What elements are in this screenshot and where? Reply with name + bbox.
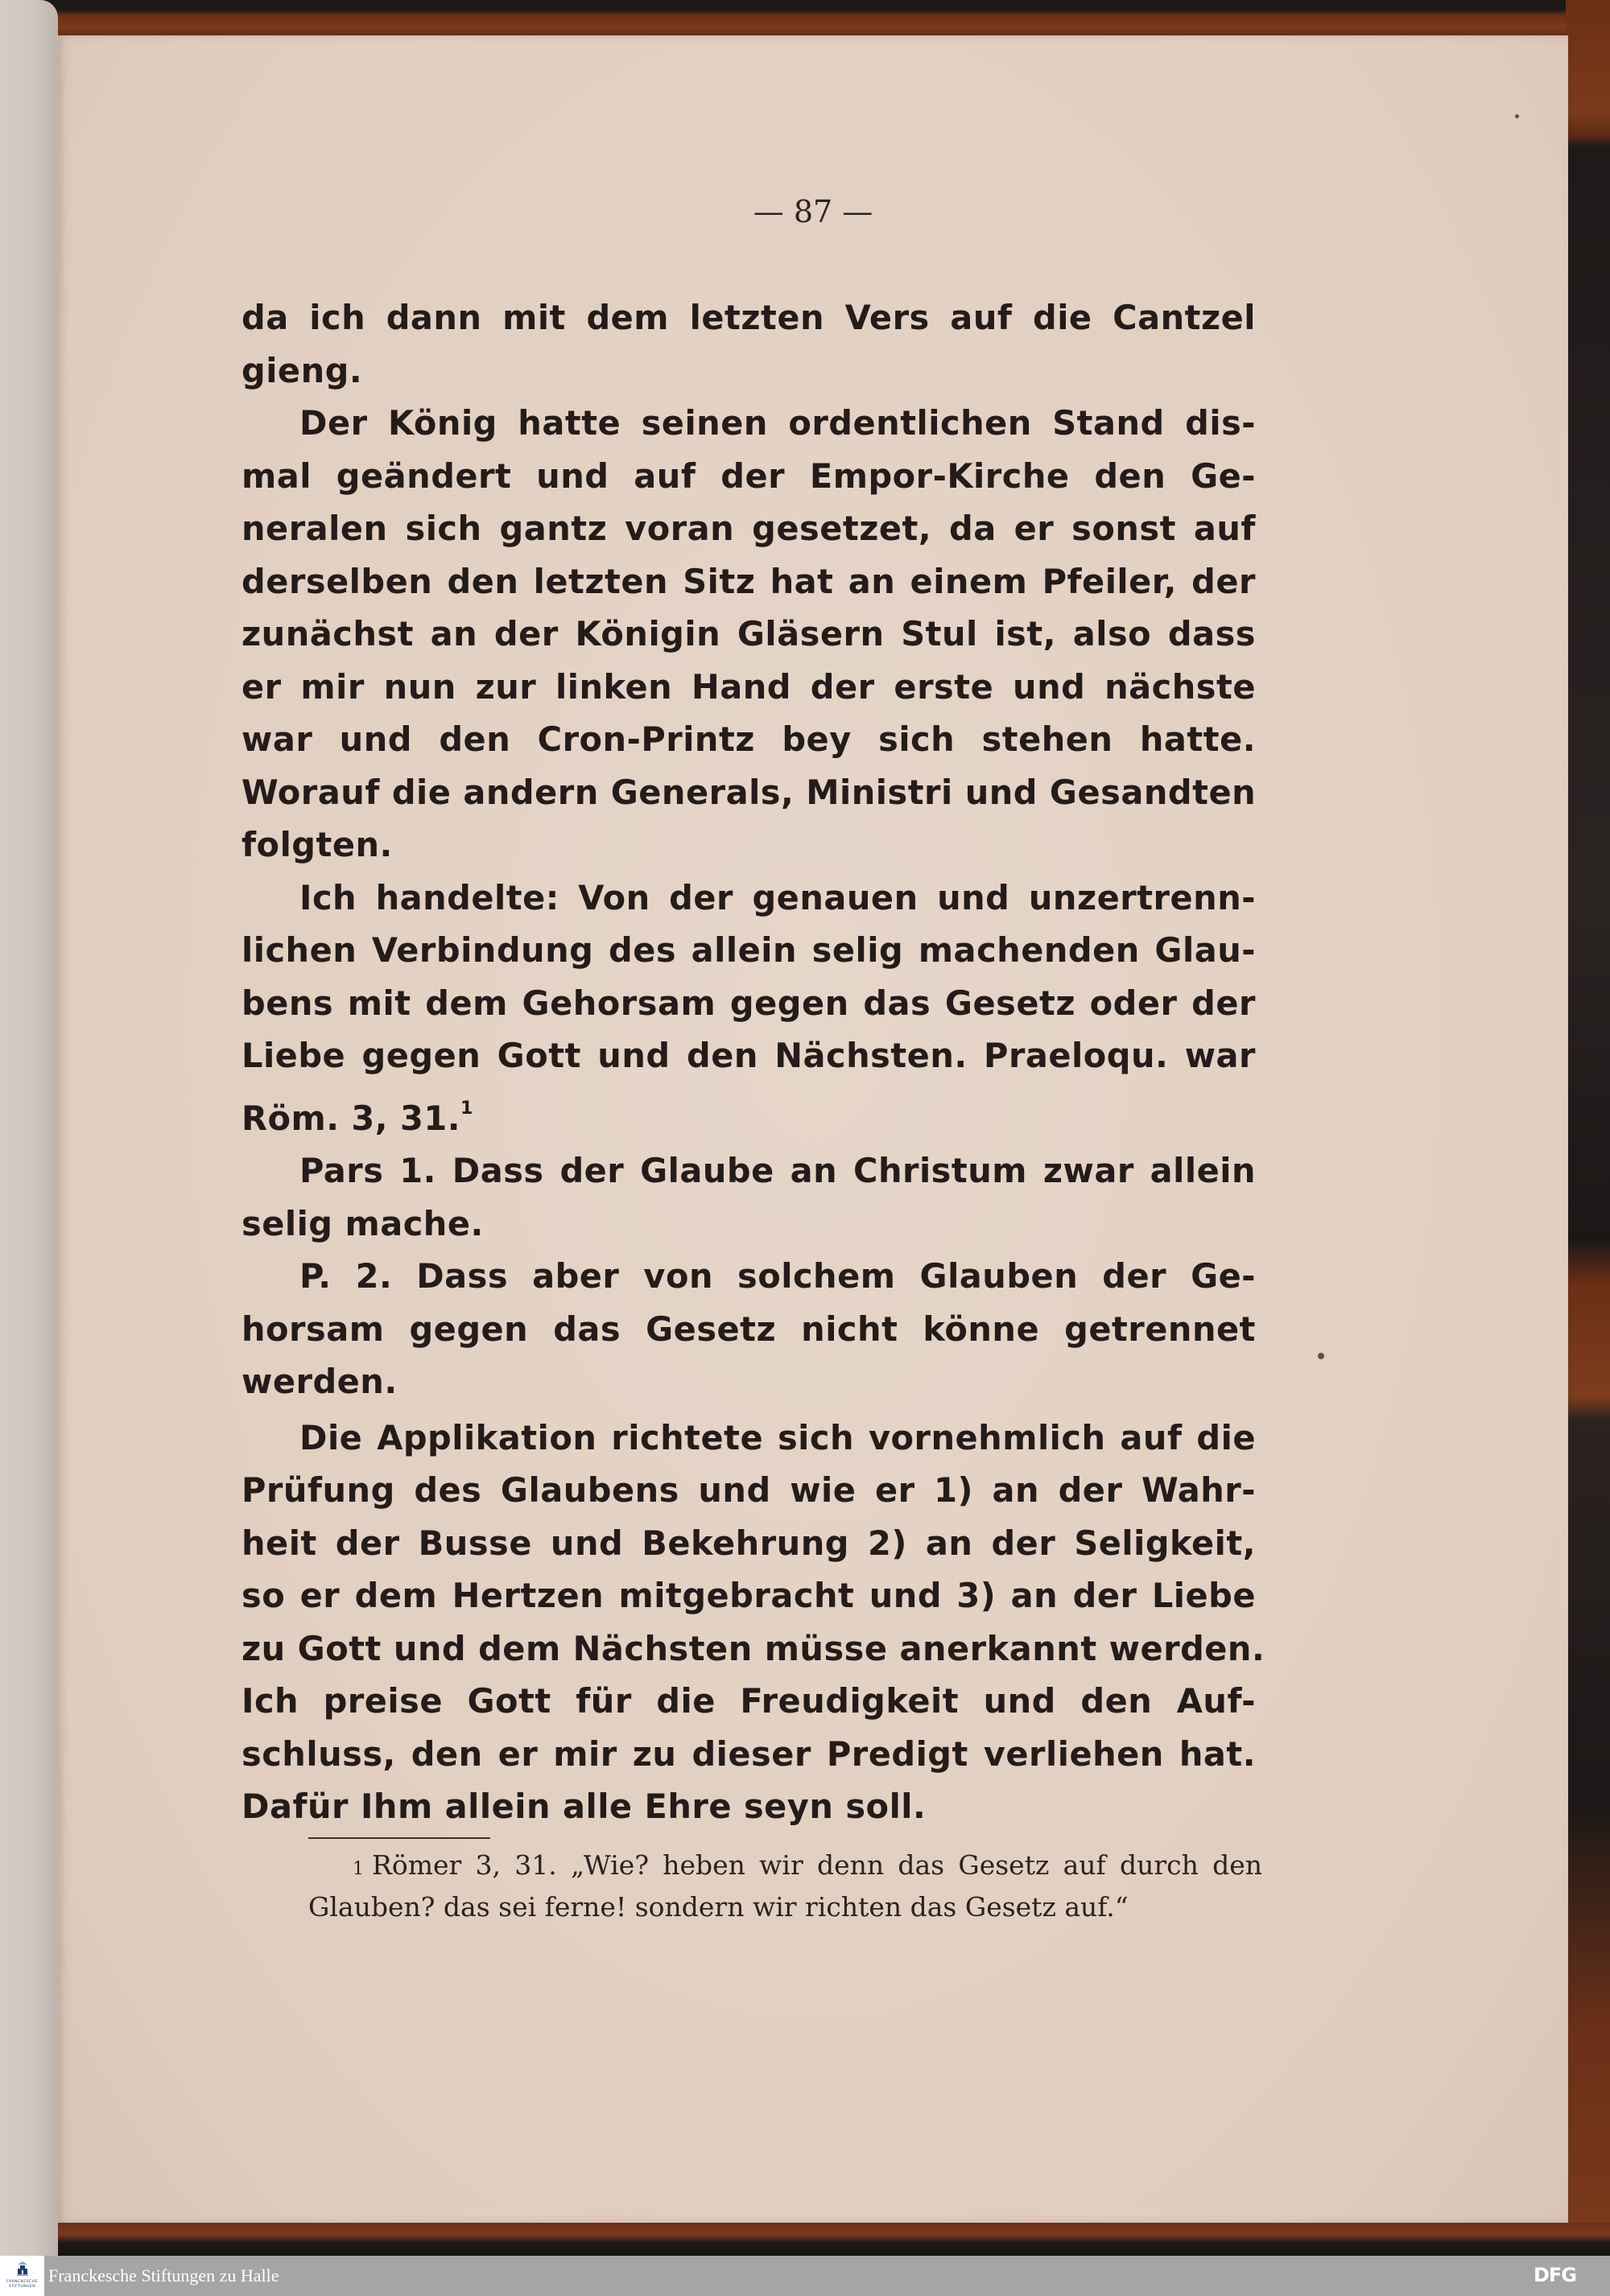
building-logo-icon <box>16 2261 29 2276</box>
text-line: schluss, den er mir zu dieser Predigt verliehen hat. <box>242 1733 1256 1774</box>
text-line: zu Gott und dem Nächsten müsse anerkannt werden. <box>242 1628 1265 1668</box>
paragraph <box>242 291 1256 397</box>
book-binding-bottom <box>40 2223 1610 2256</box>
text-line: heit der Busse und Bekehrung 2) an der Seligkeit, <box>242 1523 1256 1563</box>
dfg-logo[interactable]: DFG <box>1533 2264 1576 2286</box>
text-line: mal geändert und auf der Empor-Kirche den Ge- <box>242 455 1256 496</box>
footnote-line: Glauben? das sei ferne! sondern wir richten das Gesetz auf.“ <box>308 1891 1129 1923</box>
paper-speck <box>1318 1353 1324 1359</box>
footnote <box>308 1846 1262 1926</box>
paragraph <box>242 1412 1265 1833</box>
body-text <box>242 291 1265 1833</box>
paragraph <box>242 1144 1256 1250</box>
page-number: — 87 — <box>753 194 873 229</box>
paragraph <box>242 1250 1256 1408</box>
viewer-footer-bar <box>0 2256 1610 2296</box>
text-line: Ich preise Gott für die Freudigkeit und den Auf- <box>242 1681 1256 1721</box>
text-line <box>242 1082 1256 1145</box>
text-line: Die Applikation richtete sich vornehmlich auf die <box>299 1417 1256 1457</box>
text-line: so er dem Hertzen mitgebracht und 3) an der Liebe <box>242 1576 1256 1615</box>
text-line: derselben den letzten Sitz hat an einem Pfeiler, der <box>242 561 1256 601</box>
footnote-reference[interactable]: 1 <box>460 1098 473 1119</box>
text-line: horsam gegen das Gesetz nicht könne getrennet <box>242 1309 1256 1349</box>
text-line: gieng. <box>242 350 363 390</box>
footnote-line <box>308 1846 1262 1888</box>
institution-logo[interactable] <box>0 2256 44 2296</box>
logo-text: FRANCKESCHE STIFTUNGEN <box>6 2280 38 2289</box>
institution-name[interactable]: Franckesche Stiftungen zu Halle <box>48 2265 279 2286</box>
text-line: Worauf die andern Generals, Ministri und Gesandten <box>242 772 1257 812</box>
text-line-content: Röm. 3, 31. <box>242 1098 461 1138</box>
footnote-mark: 1 <box>353 1859 364 1879</box>
paper-speck <box>1515 114 1519 118</box>
text-line: zunächst an der Königin Gläsern Stul ist, also dass <box>242 614 1256 653</box>
text-line: lichen Verbindung des allein selig machenden Glau- <box>242 930 1256 970</box>
footnote-text: Römer 3, 31. „Wie? heben wir denn das Gesetz auf durch den <box>372 1849 1262 1881</box>
text-line: bens mit dem Gehorsam gegen das Gesetz oder der <box>242 983 1256 1023</box>
text-line: Pars 1. Dass der Glaube an Christum zwar allein <box>299 1151 1256 1190</box>
text-line: war und den Cron-Printz bey sich stehen hatte. <box>242 719 1256 759</box>
footnote-divider <box>308 1837 490 1839</box>
paragraph <box>242 872 1256 1145</box>
book-page <box>58 35 1568 2223</box>
paragraph <box>242 397 1256 872</box>
text-line: Dafür Ihm allein alle Ehre seyn soll. <box>242 1787 927 1826</box>
text-line: Prüfung des Glaubens und wie er 1) an der Wahr- <box>242 1470 1256 1510</box>
book-binding-right <box>1566 0 1610 2253</box>
text-line: da ich dann mit dem letzten Vers auf die Cantzel <box>242 298 1256 337</box>
text-line: folgten. <box>242 825 393 864</box>
text-line: selig mache. <box>242 1203 484 1243</box>
text-line: werden. <box>242 1362 398 1401</box>
text-line: Liebe gegen Gott und den Nächsten. Praeloqu. war <box>242 1036 1256 1075</box>
text-line: er mir nun zur linken Hand der erste und nächste <box>242 666 1256 707</box>
text-line: Ich handelte: Von der genauen und unzertrenn- <box>299 877 1256 917</box>
text-line: neralen sich gantz voran gesetzet, da er sonst auf <box>242 509 1256 548</box>
text-line: P. 2. Dass aber von solchem Glauben der Ge- <box>299 1256 1256 1296</box>
text-line: Der König hatte seinen ordentlichen Stand dis- <box>299 403 1256 443</box>
book-binding-top <box>44 0 1610 39</box>
facing-page-edge <box>0 0 58 2256</box>
